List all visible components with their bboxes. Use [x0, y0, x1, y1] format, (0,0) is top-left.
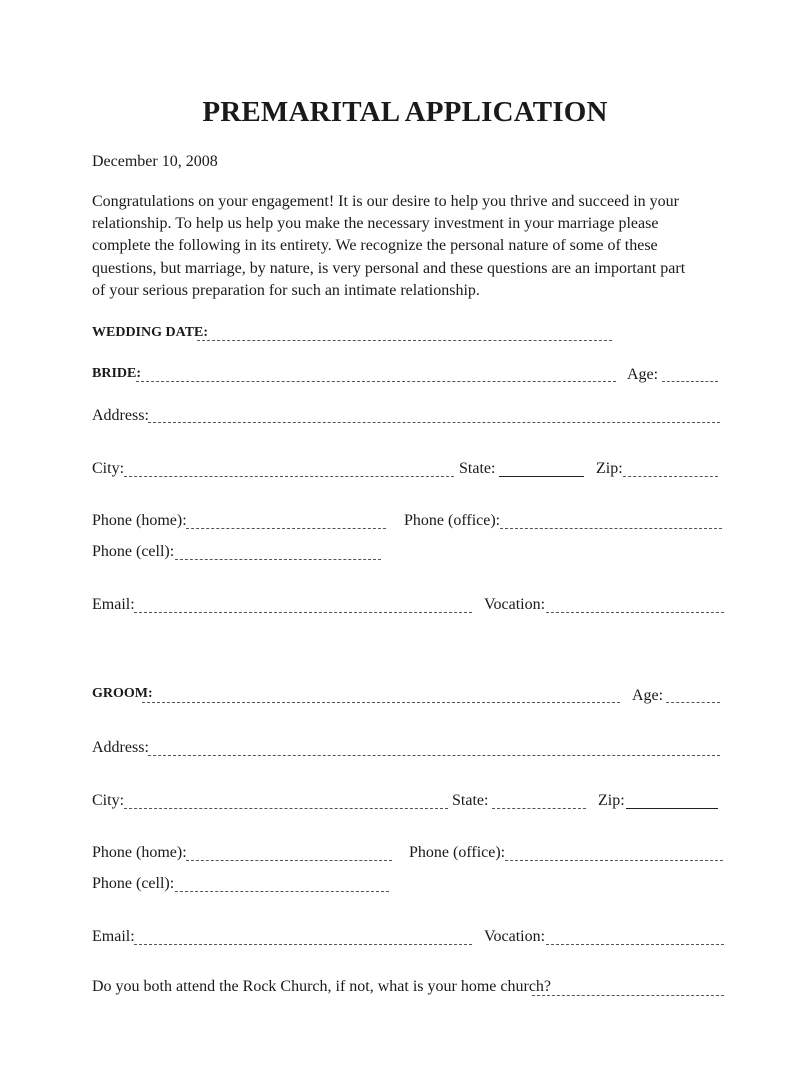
bride-zip-field[interactable] — [623, 476, 718, 477]
groom-zip-label: Zip: — [598, 792, 625, 809]
groom-vocation-field[interactable] — [546, 944, 724, 945]
groom-phone-office-field[interactable] — [505, 860, 723, 861]
bride-age-field[interactable] — [662, 381, 718, 382]
wedding-date-label: WEDDING DATE: — [92, 325, 209, 340]
groom-email-label: Email: — [92, 928, 135, 945]
intro-line: complete the following in its entirety. We recognize the personal nature of some of these — [92, 237, 658, 255]
groom-phone-cell-label: Phone (cell): — [92, 875, 175, 892]
intro-line: relationship. To help us help you make the necessary investment in your marriage please — [92, 215, 659, 233]
groom-heading: GROOM: — [92, 686, 153, 701]
groom-age-label: Age: — [632, 687, 664, 704]
groom-phone-home-label: Phone (home): — [92, 844, 187, 861]
groom-email-field[interactable] — [134, 944, 472, 945]
bride-heading: BRIDE: — [92, 366, 142, 381]
intro-paragraph — [92, 191, 732, 302]
bride-address-label: Address: — [92, 407, 149, 424]
page-title: PREMARITAL APPLICATION — [202, 96, 608, 128]
groom-address-field[interactable] — [148, 755, 720, 756]
bride-vocation-field[interactable] — [546, 612, 724, 613]
groom-phone-home-field[interactable] — [186, 860, 392, 861]
groom-state-label: State: — [452, 792, 489, 809]
bride-phone-home-field[interactable] — [186, 528, 386, 529]
bride-address-field[interactable] — [148, 422, 720, 423]
intro-line: questions, but marriage, by nature, is very personal and these questions are an important part — [92, 259, 686, 277]
document-date: December 10, 2008 — [92, 153, 218, 170]
groom-address-label: Address: — [92, 739, 149, 756]
groom-phone-office-label: Phone (office): — [409, 844, 506, 861]
groom-city-label: City: — [92, 792, 125, 809]
groom-age-field[interactable] — [666, 702, 720, 703]
groom-zip-field[interactable] — [626, 808, 718, 809]
groom-state-field[interactable] — [492, 808, 586, 809]
bride-city-label: City: — [92, 460, 125, 477]
wedding-date-field[interactable] — [197, 340, 612, 341]
home-church-field[interactable] — [532, 995, 724, 996]
bride-email-label: Email: — [92, 596, 135, 613]
bride-phone-office-field[interactable] — [500, 528, 722, 529]
intro-line: Congratulations on your engagement! It is our desire to help you thrive and succeed in your — [92, 193, 679, 210]
bride-age-label: Age: — [627, 366, 659, 383]
groom-name-field[interactable] — [142, 702, 620, 703]
bride-name-field[interactable] — [136, 381, 616, 382]
bride-city-field[interactable] — [124, 476, 454, 477]
groom-city-field[interactable] — [124, 808, 448, 809]
bride-phone-home-label: Phone (home): — [92, 512, 187, 529]
groom-vocation-label: Vocation: — [484, 928, 546, 945]
bride-state-label: State: — [459, 460, 496, 477]
home-church-question: Do you both attend the Rock Church, if not, what is your home church? — [92, 978, 552, 995]
bride-state-field[interactable] — [499, 476, 584, 477]
groom-phone-cell-field[interactable] — [175, 891, 389, 892]
intro-line: of your serious preparation for such an intimate relationship. — [92, 281, 480, 299]
bride-phone-cell-label: Phone (cell): — [92, 543, 175, 560]
bride-email-field[interactable] — [134, 612, 472, 613]
bride-zip-label: Zip: — [596, 460, 623, 477]
bride-vocation-label: Vocation: — [484, 596, 546, 613]
bride-phone-office-label: Phone (office): — [404, 512, 501, 529]
bride-phone-cell-field[interactable] — [175, 559, 381, 560]
